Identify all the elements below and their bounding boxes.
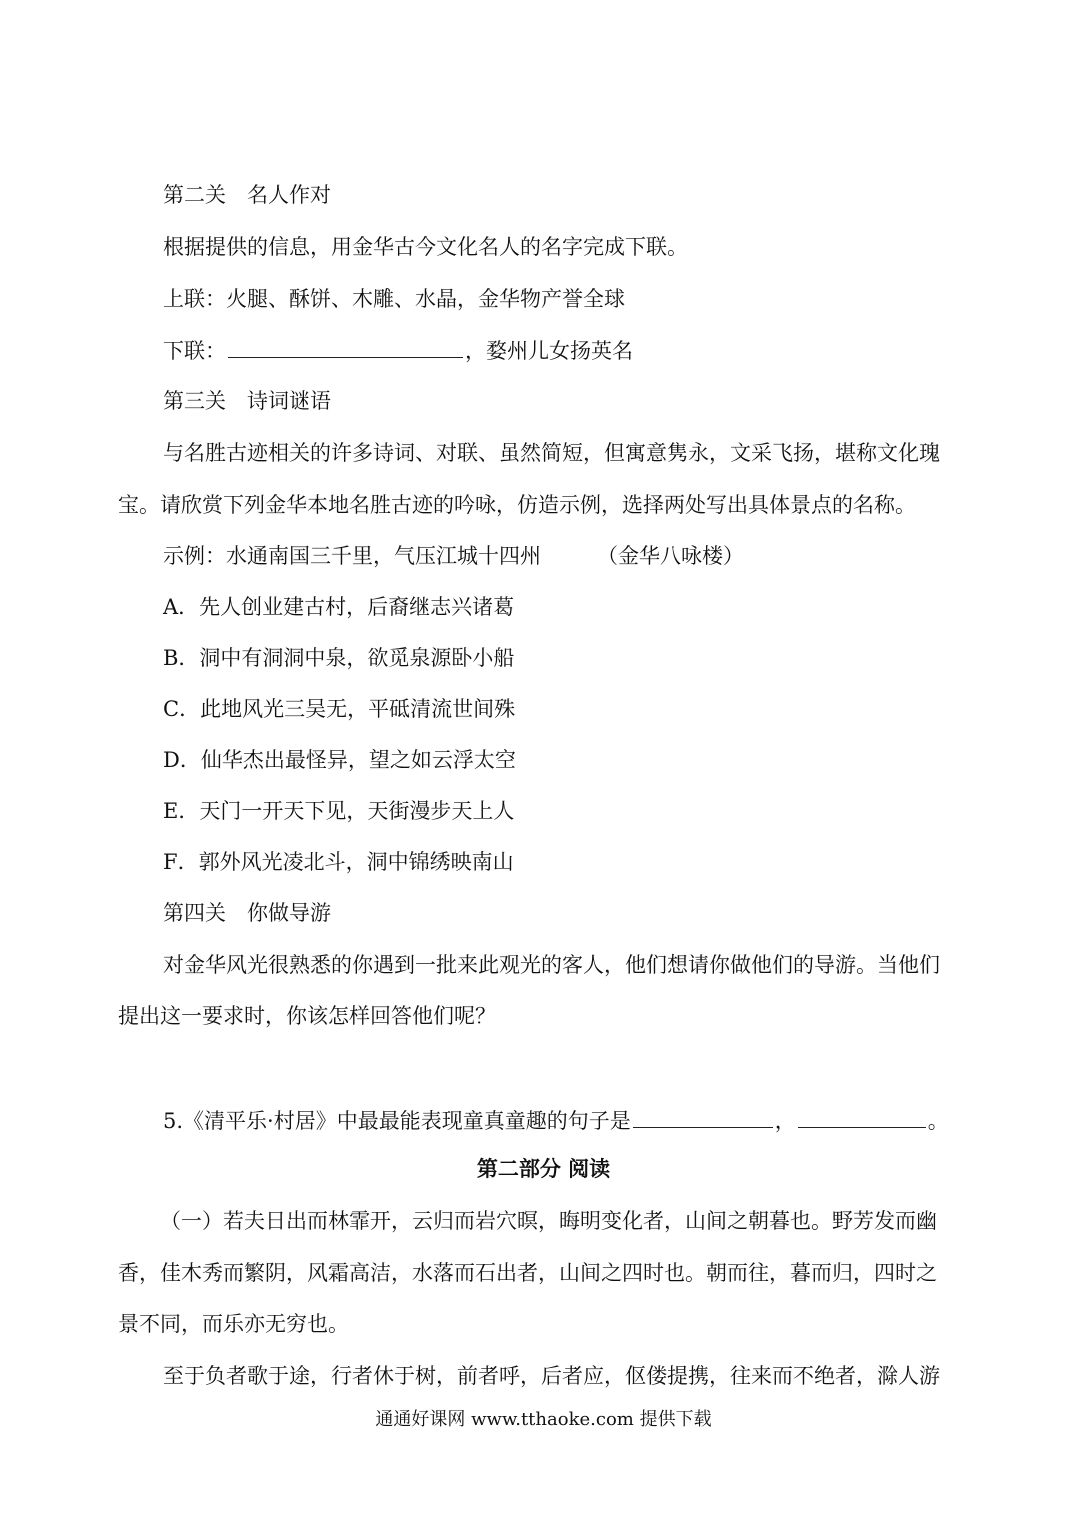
example-text: 示例：水通南国三千里，气压江城十四州: [163, 544, 541, 568]
part-heading: 第二部分 阅读: [476, 1156, 611, 1181]
option-f: F．郭外风光凌北斗，洞中锦绣映南山: [163, 850, 514, 874]
lower-couplet: [163, 335, 633, 366]
option-c: C．此地风光三吴无，平砥清流世间殊: [163, 697, 516, 721]
paragraph-line: 提出这一要求时，你该怎样回答他们呢？: [118, 1004, 496, 1028]
reading-paragraph-line: 香，佳木秀而繁阴，风霜高洁，水落而石出者，山间之四时也。朝而往，暮而归，四时之: [118, 1261, 937, 1285]
section-title-level-4: 第四关 你做导游: [163, 901, 331, 925]
reading-paragraph-line: （一）若夫日出而林霏开，云归而岩穴暝，晦明变化者，山间之朝暮也。野芳发而幽: [160, 1209, 937, 1233]
option-a: A．先人创业建古村，后裔继志兴诸葛: [163, 595, 515, 619]
paragraph-line: 对金华风光很熟悉的你遇到一批来此观光的客人，他们想请你做他们的导游。当他们: [163, 953, 940, 977]
question-5-text: 5.《清平乐·村居》中最最能表现童真童趣的句子是: [163, 1109, 631, 1133]
option-d: D．仙华杰出最怪异，望之如云浮太空: [163, 748, 516, 772]
upper-couplet: 上联：火腿、酥饼、木雕、水晶，金华物产誉全球: [163, 287, 625, 311]
paragraph-line: 与名胜古迹相关的许多诗词、对联、虽然简短，但寓意隽永，文采飞扬，堪称文化瑰: [163, 441, 940, 465]
paragraph-line: 宝。请欣赏下列金华本地名胜古迹的吟咏，仿造示例，选择两处写出具体景点的名称。: [118, 493, 916, 517]
option-e: E．天门一开天下见，天街漫步天上人: [163, 799, 515, 823]
section-title-level-2: 第二关 名人作对: [163, 183, 331, 207]
page-footer: 通通好课网 www.tthaoke.com 提供下载: [375, 1409, 712, 1430]
section-title-level-3: 第三关 诗词谜语: [163, 389, 331, 413]
example-answer: （金华八咏楼）: [597, 544, 744, 568]
reading-paragraph-line: 景不同，而乐亦无穷也。: [118, 1312, 349, 1336]
answer-blank[interactable]: [633, 1105, 773, 1128]
question-5: 5.《清平乐·村居》中最最能表现童真童趣的句子是 ， 。: [163, 1105, 949, 1136]
lower-couplet-text: ，婺州儿女扬英名: [465, 339, 633, 363]
example-line: [163, 541, 744, 571]
instruction-text: 根据提供的信息，用金华古今文化名人的名字完成下联。: [163, 235, 688, 259]
option-b: B．洞中有洞洞中泉，欲觅泉源卧小船: [163, 646, 515, 670]
answer-blank[interactable]: [228, 335, 463, 358]
lower-couplet-label: 下联：: [163, 339, 226, 363]
reading-paragraph-line: 至于负者歌于途，行者休于树，前者呼，后者应，伛偻提携，往来而不绝者，滁人游: [163, 1364, 940, 1388]
answer-blank[interactable]: [798, 1105, 926, 1128]
